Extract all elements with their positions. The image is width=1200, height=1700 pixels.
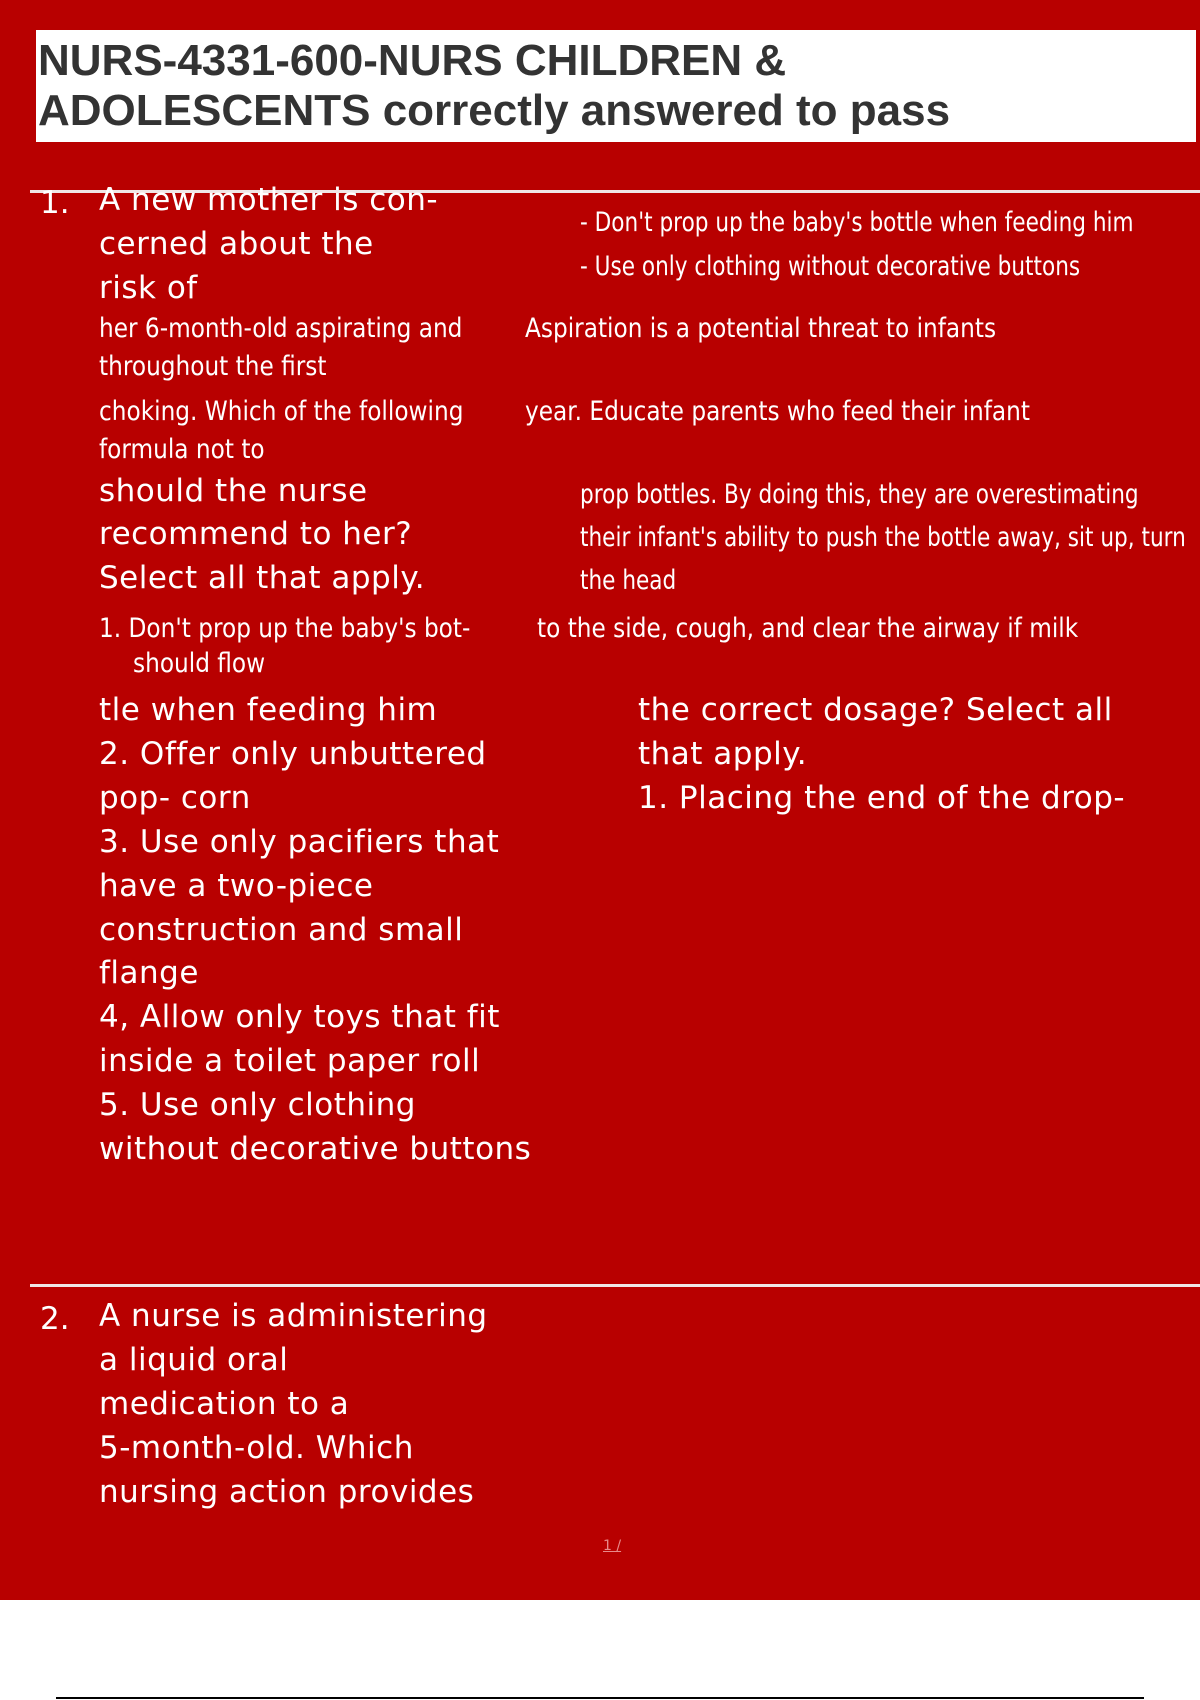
question-1-line: recommend to her? (99, 516, 413, 552)
divider-middle (30, 1284, 1200, 1287)
question-2-line: a liquid oral (99, 1342, 289, 1378)
question-1-line: Select all that apply. (99, 560, 426, 596)
rationale-line: throughout the first (99, 351, 327, 382)
question-2-line: nursing action provides (99, 1474, 475, 1510)
rationale-line: prop bottles. By doing this, they are overestimating (580, 479, 1139, 510)
option-line: 4, Allow only toys that fit (99, 999, 500, 1035)
title-box (36, 30, 1196, 142)
question-2-number: 2. (40, 1301, 70, 1337)
question-1-line: cerned about the (99, 226, 374, 262)
rationale-line: year. Educate parents who feed their infant (525, 396, 1030, 427)
option-line: 3. Use only pacifiers that (99, 824, 500, 860)
rationale-line: their infant's ability to push the bottle away, sit up, turn (580, 522, 1186, 553)
answer-item: - Use only clothing without decorative buttons (580, 251, 1081, 282)
question-2-line: A nurse is administering (99, 1298, 488, 1334)
option-line: 2. Offer only unbuttered (99, 736, 487, 772)
answer-item: - Don't prop up the baby's bottle when feeding him (580, 207, 1134, 238)
next-question-line: 1. Placing the end of the drop- (638, 780, 1126, 816)
option-line: construction and small (99, 912, 464, 948)
question-1-line: risk of (99, 270, 198, 306)
option-line: pop- corn (99, 780, 251, 816)
question-1-line: should the nurse (99, 473, 368, 509)
question-1-line: A new mother is con- (99, 182, 439, 218)
option-line: without decorative buttons (99, 1131, 532, 1167)
rationale-line: to the side, cough, and clear the airway if milk (537, 613, 1079, 644)
question-1-number: 1. (40, 185, 70, 221)
question-1-line: choking. Which of the following (99, 396, 464, 427)
question-2-line: 5-month-old. Which (99, 1430, 414, 1466)
option-line: inside a toilet paper roll (99, 1043, 481, 1079)
option-line: flange (99, 955, 199, 991)
bottom-divider (56, 1697, 1144, 1699)
question-2-line: medication to a (99, 1386, 350, 1422)
rationale-line: Aspiration is a potential threat to infants (525, 313, 997, 344)
page-number: 1 / (603, 1538, 622, 1554)
option-line: 5. Use only clothing (99, 1087, 416, 1123)
rationale-line: formula not to (99, 434, 265, 465)
page-title-line-1: NURS-4331-600-NURS CHILDREN & (38, 36, 787, 85)
question-1-line: her 6-month-old aspirating and (99, 313, 463, 344)
next-question-line: that apply. (638, 736, 808, 772)
option-1-line: tle when feeding him (99, 692, 438, 728)
rationale-line: should flow (133, 648, 266, 679)
page-title-line-2: ADOLESCENTS correctly answered to pass (38, 86, 951, 135)
option-line: have a two-piece (99, 868, 374, 904)
option-1-line: 1. Don't prop up the baby's bot- (99, 613, 471, 644)
next-question-line: the correct dosage? Select all (638, 692, 1113, 728)
rationale-line: the head (580, 565, 677, 596)
